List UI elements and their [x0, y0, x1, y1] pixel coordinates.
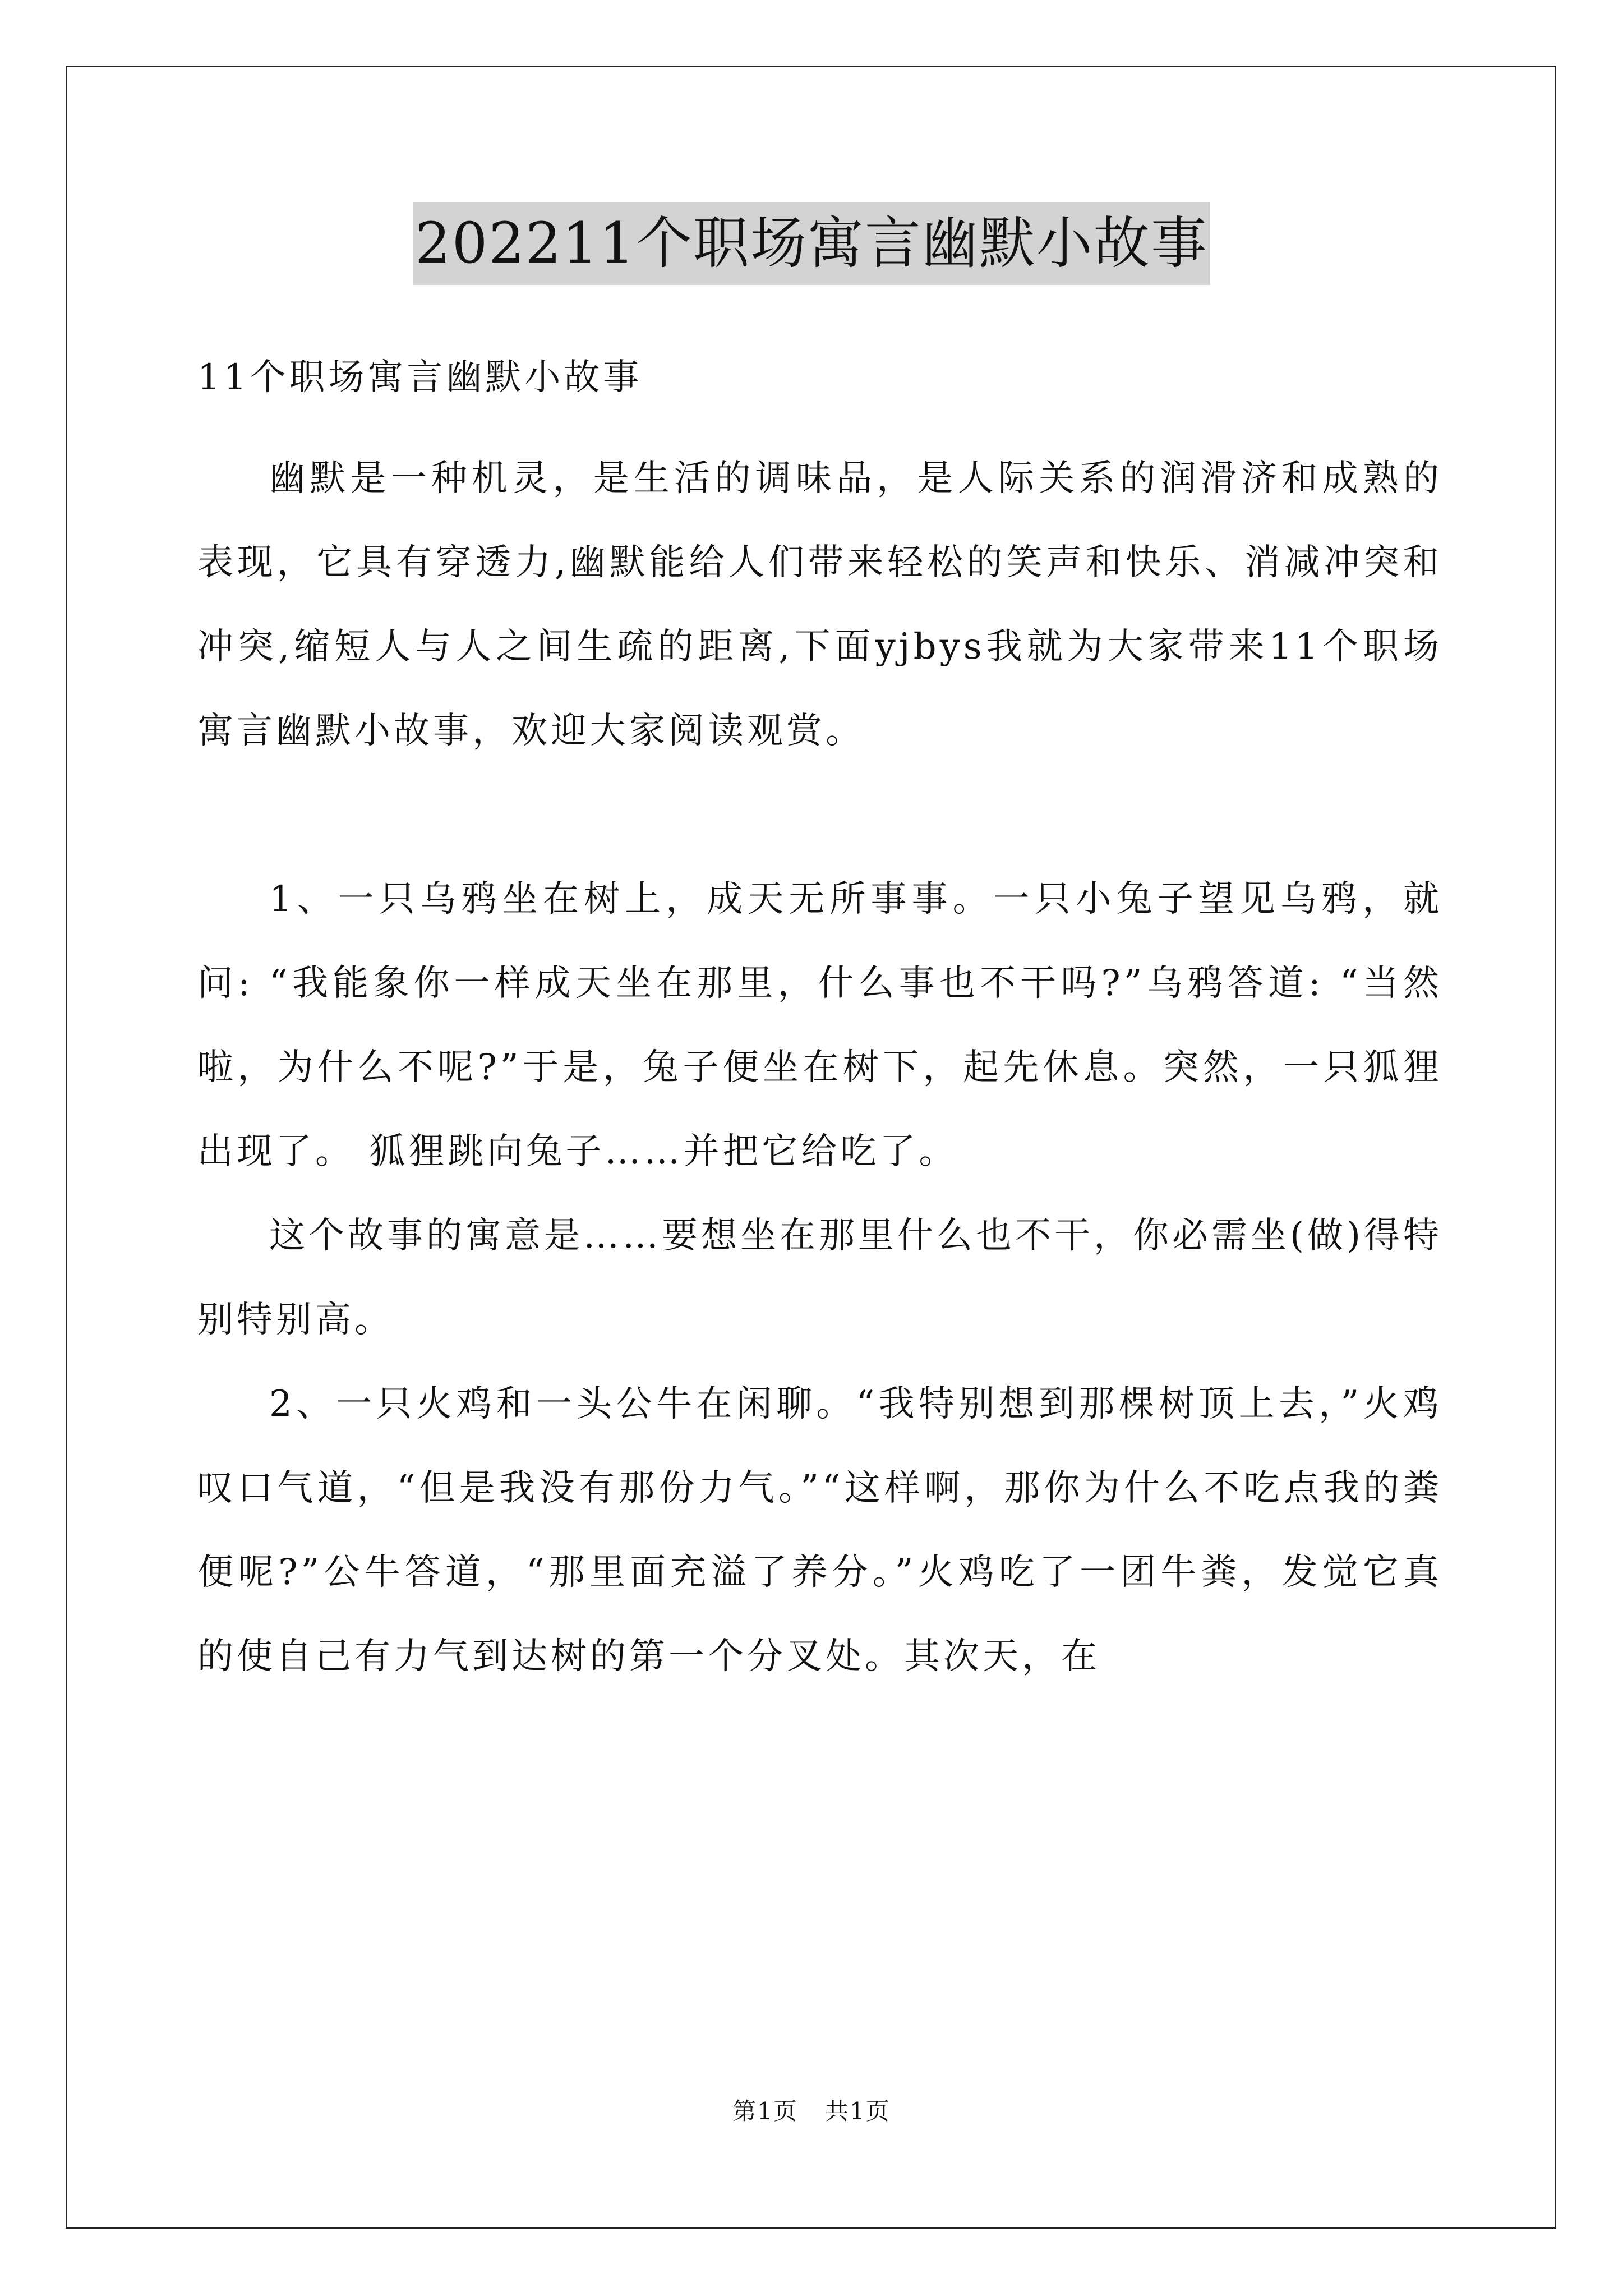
- document-title: 202211个职场寓言幽默小故事: [413, 202, 1210, 285]
- page-footer: [0, 2095, 1623, 2128]
- story-2-paragraph: 2、一只火鸡和一头公牛在闲聊。“我特别想到那棵树顶上去，”火鸡叹口气道，“但是我没有那份力气。”“这样啊，那你为什么不吃点我的粪便呢?”公牛答道，“那里面充溢了养分。”火鸡吃了一团牛粪，发觉它真的使自己有力气到达树的第一个分叉处。其次天，在: [197, 1383, 1442, 1677]
- title-container: [0, 202, 1623, 285]
- document-subtitle: 11个职场寓言幽默小故事: [197, 357, 643, 398]
- intro-paragraph: 幽默是一种机灵，是生活的调味品，是人际关系的润滑济和成熟的表现，它具有穿透力,幽默能给人们带来轻松的笑声和快乐、消减冲突和冲突,缩短人与人之间生疏的距离,下面yjbys我就为大家带来11个职场寓言幽默小故事，欢迎大家阅读观赏。: [197, 458, 1442, 752]
- paragraph-spacer: [197, 773, 1442, 857]
- page-total: 共1页: [825, 2097, 891, 2125]
- story-1-paragraph: 1、一只乌鸦坐在树上，成天无所事事。一只小兔子望见乌鸦，就问: “我能象你一样成天坐在那里，什么事也不干吗?”乌鸦答道: “当然啦，为什么不呢?”于是，兔子便坐在树下，起先休息。突然，一只狐狸出现了。 狐狸跳向兔子……并把它给吃了。: [197, 878, 1442, 1172]
- document-body: [197, 335, 1442, 1699]
- story-1-moral-paragraph: 这个故事的寓意是……要想坐在那里什么也不干，你必需坐(做)得特别特别高。: [197, 1215, 1442, 1341]
- page-number: 第1页: [732, 2097, 798, 2125]
